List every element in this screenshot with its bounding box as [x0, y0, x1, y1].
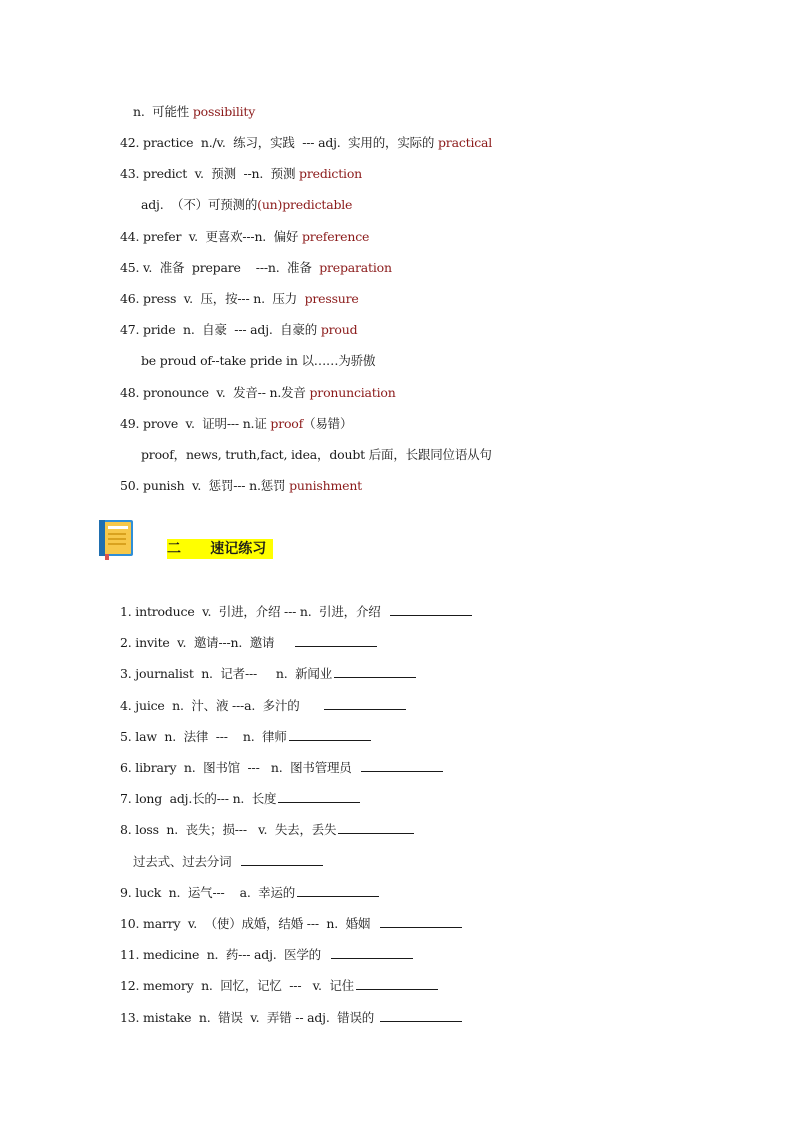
answer-blank[interactable] [295, 634, 377, 647]
exercise-text: 12. memory n. 回忆，记忆 --- v. 记住 [120, 978, 354, 993]
exercise-text: 5. law n. 法律 --- n. 律师 [120, 729, 287, 744]
vocab-line-47 [120, 322, 357, 338]
exercise-text: 6. library n. 图书馆 --- n. 图书管理员 [120, 760, 360, 775]
vocab-text: 50. punish v. 惩罚--- n.惩罚 [120, 478, 290, 493]
exercise-line-7 [120, 790, 360, 807]
notebook-icon [96, 518, 136, 560]
exercise-line-3 [120, 665, 416, 682]
exercise-text: 9. luck n. 运气--- a. 幸运的 [120, 885, 296, 900]
vocab-line-49-sub [141, 447, 492, 463]
answer-blank[interactable] [334, 665, 416, 678]
exercise-line-8-sub [133, 853, 323, 870]
answer-blank[interactable] [390, 603, 472, 616]
vocab-line-49 [120, 416, 352, 432]
answer-blank[interactable] [297, 884, 379, 897]
answer-blank[interactable] [241, 853, 323, 866]
exercise-text: 3. journalist n. 记者--- n. 新闻业 [120, 666, 332, 681]
exercise-text: 7. long adj.长的--- n. 长度 [120, 791, 277, 806]
answer-blank[interactable] [380, 1009, 462, 1022]
vocab-answer: practical [438, 135, 493, 150]
vocab-text: 44. prefer v. 更喜欢---n. 偏好 [120, 229, 302, 244]
vocab-line-45 [120, 260, 392, 276]
vocab-answer: preference [302, 229, 370, 244]
exercise-line-8 [120, 821, 414, 838]
vocab-text: 46. press v. 压，按--- n. 压力 [120, 291, 305, 306]
exercise-text: 11. medicine n. 药--- adj. 医学的 [120, 947, 329, 962]
vocab-note: （易错） [303, 416, 353, 431]
answer-blank[interactable] [278, 790, 360, 803]
vocab-line-46 [120, 291, 359, 307]
vocab-line-42 [120, 135, 492, 151]
answer-blank[interactable] [361, 759, 443, 772]
answer-blank[interactable] [380, 915, 462, 928]
vocab-answer: punishment [289, 478, 362, 493]
vocab-text: 48. pronounce v. 发音-- n.发音 [120, 385, 310, 400]
vocab-text: 49. prove v. 证明--- n.证 [120, 416, 271, 431]
exercise-line-9 [120, 884, 379, 901]
exercise-line-5 [120, 728, 371, 745]
vocab-answer: possibility [192, 104, 256, 119]
vocab-answer: proof [270, 416, 304, 431]
exercise-line-4 [120, 697, 406, 714]
vocab-line-50 [120, 478, 362, 494]
vocab-line-43-sub [141, 197, 352, 213]
vocab-text: adj. （不）可预测的 [141, 197, 258, 212]
exercise-line-11 [120, 946, 413, 963]
answer-blank[interactable] [338, 821, 414, 834]
vocab-text: 43. predict v. 预测 --n. 预测 [120, 166, 300, 181]
exercise-text: 10. marry v. （使）成婚，结婚 --- n. 婚姻 [120, 916, 378, 931]
vocab-answer: pronunciation [309, 385, 396, 400]
vocab-answer: preparation [319, 260, 392, 275]
vocab-answer: (un)predictable [257, 197, 353, 212]
vocab-line-44 [120, 229, 369, 245]
exercise-text: 13. mistake n. 错误 v. 弄错 -- adj. 错误的 [120, 1010, 378, 1025]
exercise-line-13 [120, 1009, 462, 1026]
exercise-line-1 [120, 603, 472, 620]
vocab-answer: prediction [299, 166, 363, 181]
answer-blank[interactable] [324, 697, 406, 710]
answer-blank[interactable] [331, 946, 413, 959]
vocab-text: 42. practice n./v. 练习，实践 --- adj. 实用的，实际的 [120, 135, 438, 150]
vocab-line-43 [120, 166, 362, 182]
vocab-text: 45. v. 准备 prepare ---n. 准备 [120, 260, 320, 275]
exercise-text: 4. juice n. 汁、液 ---a. 多汁的 [120, 698, 323, 713]
vocab-answer: pressure [304, 291, 359, 306]
exercise-line-12 [120, 977, 438, 994]
exercise-line-2 [120, 634, 377, 651]
vocab-text: proof，news, truth,fact, idea，doubt 后面，长跟同位语从句 [141, 447, 492, 462]
vocab-line-47-sub [141, 353, 375, 369]
vocab-text: be proud of--take pride in 以……为骄傲 [141, 353, 376, 368]
vocab-text: 47. pride n. 自豪 --- adj. 自豪的 [120, 322, 321, 337]
vocab-text: n. 可能性 [133, 104, 193, 119]
vocab-line-48 [120, 385, 396, 401]
exercise-text: 1. introduce v. 引进，介绍 --- n. 引进，介绍 [120, 604, 389, 619]
exercise-text: 过去式、过去分词 [133, 854, 239, 869]
exercise-line-6 [120, 759, 443, 776]
exercise-line-10 [120, 915, 462, 932]
exercise-text: 8. loss n. 丧失；损--- v. 失去，丢失 [120, 822, 337, 837]
answer-blank[interactable] [356, 977, 438, 990]
section-title: 二 速记练习 [167, 539, 273, 559]
exercise-text: 2. invite v. 邀请---n. 邀请 [120, 635, 294, 650]
vocab-answer: proud [320, 322, 358, 337]
answer-blank[interactable] [289, 728, 371, 741]
vocab-line-0 [133, 104, 255, 120]
